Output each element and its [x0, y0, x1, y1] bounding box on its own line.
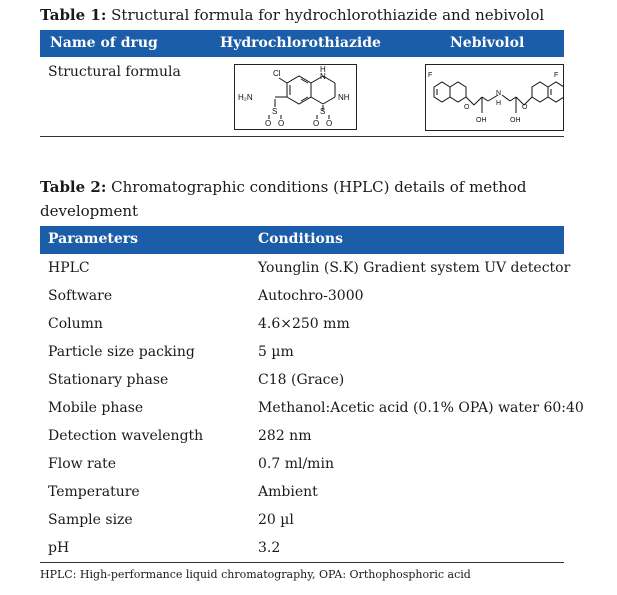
table-row	[40, 340, 564, 368]
table-row	[40, 312, 564, 340]
table-row	[40, 452, 564, 480]
hctz-structure-drawing	[235, 65, 356, 129]
hctz-structure	[234, 64, 357, 130]
nebivolol-o-right-label: O	[522, 104, 528, 111]
parameter-cell: HPLC	[48, 260, 90, 276]
table2-header-parameters: Parameters	[48, 231, 139, 247]
table-row	[40, 508, 564, 536]
hctz-n-label: N	[320, 72, 326, 81]
nebivolol-structure	[425, 64, 564, 131]
nebivolol-structure-drawing	[426, 65, 563, 130]
table2-bottom-rule	[40, 562, 564, 563]
table2-footnote: HPLC: High‑performance liquid chromatography, OPA: Orthophosphoric acid	[40, 568, 471, 581]
table-row	[40, 256, 571, 284]
table-row	[40, 368, 564, 396]
nebivolol-o-left-label: O	[464, 104, 470, 111]
parameter-cell: Flow rate	[48, 456, 117, 472]
nebivolol-oh-right-label: OH	[510, 117, 521, 124]
hctz-nh-label: NH	[338, 93, 350, 102]
table2-caption-text: Chromatographic conditions (HPLC) details of method development	[40, 178, 527, 220]
condition-cell: 4.6×250 mm	[258, 316, 350, 332]
parameter-cell: Detection wavelength	[48, 428, 204, 444]
parameter-cell: Particle size packing	[48, 344, 195, 360]
condition-cell: 5 µm	[258, 344, 294, 360]
parameter-cell: Temperature	[48, 484, 140, 500]
condition-cell: Autochro‑3000	[258, 288, 364, 304]
condition-cell: C18 (Grace)	[258, 372, 345, 388]
table1-row-label: Structural formula	[48, 64, 181, 80]
table1-header	[40, 30, 564, 57]
table-row	[40, 480, 564, 508]
nebivolol-f-left-label: F	[428, 72, 433, 79]
condition-cell: 0.7 ml/min	[258, 456, 334, 472]
nebivolol-f-right-label: F	[554, 72, 559, 79]
table1-header-drug: Name of drug	[50, 35, 158, 51]
table1-header-hctz: Hydrochlorothiazide	[220, 35, 381, 51]
table-row	[40, 396, 584, 424]
parameter-cell: Software	[48, 288, 113, 304]
parameter-cell: Mobile phase	[48, 400, 144, 416]
table-row	[40, 284, 564, 312]
hctz-s1-label: S	[272, 107, 278, 116]
hctz-s2-label: S	[320, 107, 326, 116]
table1-caption-label: Table 1:	[40, 6, 107, 24]
hctz-h2n-label: H₂N	[238, 93, 253, 102]
table2-caption-label: Table 2:	[40, 178, 107, 196]
nebivolol-oh-left-label: OH	[476, 117, 487, 124]
condition-cell: 3.2	[258, 540, 281, 556]
condition-cell: 282 nm	[258, 428, 312, 444]
condition-cell: Younglin (S.K) Gradient system UV detector	[258, 260, 571, 276]
hctz-cl-label: Cl	[273, 69, 281, 78]
table-row	[40, 424, 564, 452]
parameter-cell: Stationary phase	[48, 372, 169, 388]
hctz-o2a-label: O	[313, 119, 320, 128]
nebivolol-n-label: N	[496, 90, 502, 97]
table1-bottom-rule	[40, 136, 564, 137]
parameter-cell: pH	[48, 540, 70, 556]
hctz-h-label: H	[320, 65, 326, 74]
hctz-o1a-label: O	[265, 119, 272, 128]
condition-cell: Methanol:Acetic acid (0.1% OPA) water 60:40	[258, 400, 584, 416]
parameter-cell: Sample size	[48, 512, 133, 528]
condition-cell: 20 µl	[258, 512, 294, 528]
table1-caption	[40, 5, 610, 25]
table-row	[40, 536, 564, 564]
condition-cell: Ambient	[258, 484, 318, 500]
table2-caption	[40, 175, 560, 223]
table2-header	[40, 226, 564, 254]
table2-header-conditions: Conditions	[258, 231, 343, 247]
hctz-o2b-label: O	[326, 119, 333, 128]
nebivolol-h-label: H	[496, 100, 502, 107]
hctz-o1b-label: O	[278, 119, 285, 128]
table1-header-nebivolol: Nebivolol	[450, 35, 525, 51]
parameter-cell: Column	[48, 316, 103, 332]
table1-caption-text: Structural formula for hydrochlorothiazide and nebivolol	[106, 6, 545, 24]
